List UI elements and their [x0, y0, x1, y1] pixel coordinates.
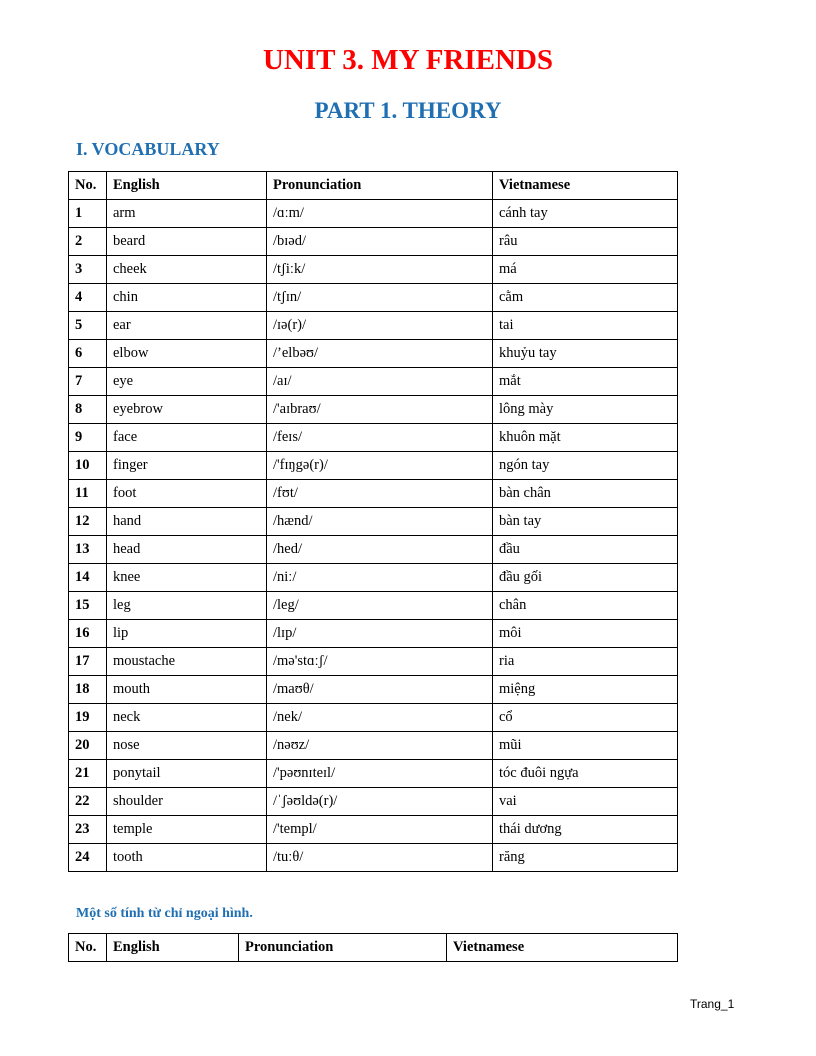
cell-english: lip [107, 620, 267, 648]
table-row [69, 312, 678, 340]
cell-english: temple [107, 816, 267, 844]
cell-no: 11 [69, 480, 107, 508]
cell-english: leg [107, 592, 267, 620]
cell-pronunciation: /tʃiːk/ [267, 256, 493, 284]
table-row [69, 788, 678, 816]
cell-english: nose [107, 732, 267, 760]
cell-english: beard [107, 228, 267, 256]
table-header-row [69, 934, 678, 962]
cell-vietnamese: miệng [493, 676, 678, 704]
cell-no: 21 [69, 760, 107, 788]
cell-english: shoulder [107, 788, 267, 816]
cell-vietnamese: đầu gối [493, 564, 678, 592]
header-english: English [107, 172, 267, 200]
adjectives-table [68, 933, 678, 962]
cell-vietnamese: bàn chân [493, 480, 678, 508]
cell-vietnamese: môi [493, 620, 678, 648]
cell-vietnamese: má [493, 256, 678, 284]
table-row [69, 284, 678, 312]
cell-pronunciation: /ɪə(r)/ [267, 312, 493, 340]
cell-english: mouth [107, 676, 267, 704]
cell-no: 13 [69, 536, 107, 564]
cell-pronunciation: /ˈʃəʊldə(r)/ [267, 788, 493, 816]
cell-vietnamese: bàn tay [493, 508, 678, 536]
section-title: I. VOCABULARY [76, 139, 220, 159]
cell-english: tooth [107, 844, 267, 872]
cell-pronunciation: /feɪs/ [267, 424, 493, 452]
table-row [69, 424, 678, 452]
cell-pronunciation: /'fɪŋgə(r)/ [267, 452, 493, 480]
cell-pronunciation: /nek/ [267, 704, 493, 732]
cell-pronunciation: /leg/ [267, 592, 493, 620]
table-row [69, 480, 678, 508]
table-row [69, 396, 678, 424]
header-vietnamese: Vietnamese [493, 172, 678, 200]
cell-no: 16 [69, 620, 107, 648]
cell-english: foot [107, 480, 267, 508]
cell-pronunciation: /tuːθ/ [267, 844, 493, 872]
cell-pronunciation: /'aɪbraʊ/ [267, 396, 493, 424]
cell-pronunciation: /hed/ [267, 536, 493, 564]
cell-vietnamese: mắt [493, 368, 678, 396]
header-pronunciation: Pronunciation [239, 934, 447, 962]
cell-no: 22 [69, 788, 107, 816]
cell-no: 3 [69, 256, 107, 284]
cell-vietnamese: vai [493, 788, 678, 816]
cell-english: ponytail [107, 760, 267, 788]
table-row [69, 732, 678, 760]
cell-vietnamese: khuỷu tay [493, 340, 678, 368]
table-row [69, 536, 678, 564]
cell-pronunciation: /mə'stɑːʃ/ [267, 648, 493, 676]
cell-english: head [107, 536, 267, 564]
table-header-row [69, 172, 678, 200]
cell-no: 24 [69, 844, 107, 872]
page-footer: Trang_1 [690, 997, 735, 1011]
cell-english: eyebrow [107, 396, 267, 424]
cell-pronunciation: /'pəʊnɪteɪl/ [267, 760, 493, 788]
cell-vietnamese: mũi [493, 732, 678, 760]
table-row [69, 760, 678, 788]
cell-vietnamese: cằm [493, 284, 678, 312]
cell-pronunciation: /maʊθ/ [267, 676, 493, 704]
cell-vietnamese: cánh tay [493, 200, 678, 228]
cell-pronunciation: /nəʊz/ [267, 732, 493, 760]
cell-vietnamese: ngón tay [493, 452, 678, 480]
vocabulary-table [68, 171, 678, 872]
cell-pronunciation: /fʊt/ [267, 480, 493, 508]
cell-pronunciation: /hænd/ [267, 508, 493, 536]
cell-no: 8 [69, 396, 107, 424]
cell-english: ear [107, 312, 267, 340]
table-row [69, 228, 678, 256]
cell-pronunciation: /bɪəd/ [267, 228, 493, 256]
cell-no: 4 [69, 284, 107, 312]
table-row [69, 200, 678, 228]
table-row [69, 452, 678, 480]
cell-english: knee [107, 564, 267, 592]
table-row [69, 508, 678, 536]
cell-no: 15 [69, 592, 107, 620]
cell-vietnamese: râu [493, 228, 678, 256]
table-row [69, 368, 678, 396]
table-row [69, 620, 678, 648]
table-row [69, 648, 678, 676]
cell-no: 7 [69, 368, 107, 396]
cell-english: elbow [107, 340, 267, 368]
table-row [69, 256, 678, 284]
cell-vietnamese: tai [493, 312, 678, 340]
cell-pronunciation: /'templ/ [267, 816, 493, 844]
cell-vietnamese: đầu [493, 536, 678, 564]
table-row [69, 592, 678, 620]
table-row [69, 340, 678, 368]
cell-no: 6 [69, 340, 107, 368]
cell-no: 5 [69, 312, 107, 340]
table-row [69, 704, 678, 732]
cell-vietnamese: chân [493, 592, 678, 620]
part-title: PART 1. THEORY [314, 98, 502, 123]
cell-english: arm [107, 200, 267, 228]
cell-vietnamese: khuôn mặt [493, 424, 678, 452]
cell-english: moustache [107, 648, 267, 676]
cell-english: cheek [107, 256, 267, 284]
cell-pronunciation: /ɑːm/ [267, 200, 493, 228]
cell-no: 18 [69, 676, 107, 704]
cell-english: eye [107, 368, 267, 396]
cell-no: 19 [69, 704, 107, 732]
table-row [69, 816, 678, 844]
cell-pronunciation: /lɪp/ [267, 620, 493, 648]
header-no: No. [69, 172, 107, 200]
cell-vietnamese: tóc đuôi ngựa [493, 760, 678, 788]
cell-vietnamese: răng [493, 844, 678, 872]
cell-english: neck [107, 704, 267, 732]
table-row [69, 844, 678, 872]
cell-no: 2 [69, 228, 107, 256]
cell-pronunciation: /tʃɪn/ [267, 284, 493, 312]
cell-english: finger [107, 452, 267, 480]
cell-english: hand [107, 508, 267, 536]
table-row [69, 676, 678, 704]
cell-vietnamese: thái dương [493, 816, 678, 844]
header-vietnamese: Vietnamese [447, 934, 678, 962]
cell-vietnamese: lông mày [493, 396, 678, 424]
cell-no: 23 [69, 816, 107, 844]
cell-no: 9 [69, 424, 107, 452]
adjectives-title: Một số tính từ chỉ ngoại hình. [76, 906, 253, 921]
cell-pronunciation: /aɪ/ [267, 368, 493, 396]
cell-no: 17 [69, 648, 107, 676]
cell-no: 1 [69, 200, 107, 228]
cell-no: 14 [69, 564, 107, 592]
header-no: No. [69, 934, 107, 962]
cell-english: chin [107, 284, 267, 312]
cell-vietnamese: ria [493, 648, 678, 676]
cell-no: 10 [69, 452, 107, 480]
cell-no: 12 [69, 508, 107, 536]
cell-english: face [107, 424, 267, 452]
header-pronunciation: Pronunciation [267, 172, 493, 200]
cell-pronunciation: /’elbəʊ/ [267, 340, 493, 368]
page-title: UNIT 3. MY FRIENDS [262, 44, 554, 76]
table-row [69, 564, 678, 592]
cell-pronunciation: /niː/ [267, 564, 493, 592]
header-english: English [107, 934, 239, 962]
cell-vietnamese: cổ [493, 704, 678, 732]
cell-no: 20 [69, 732, 107, 760]
